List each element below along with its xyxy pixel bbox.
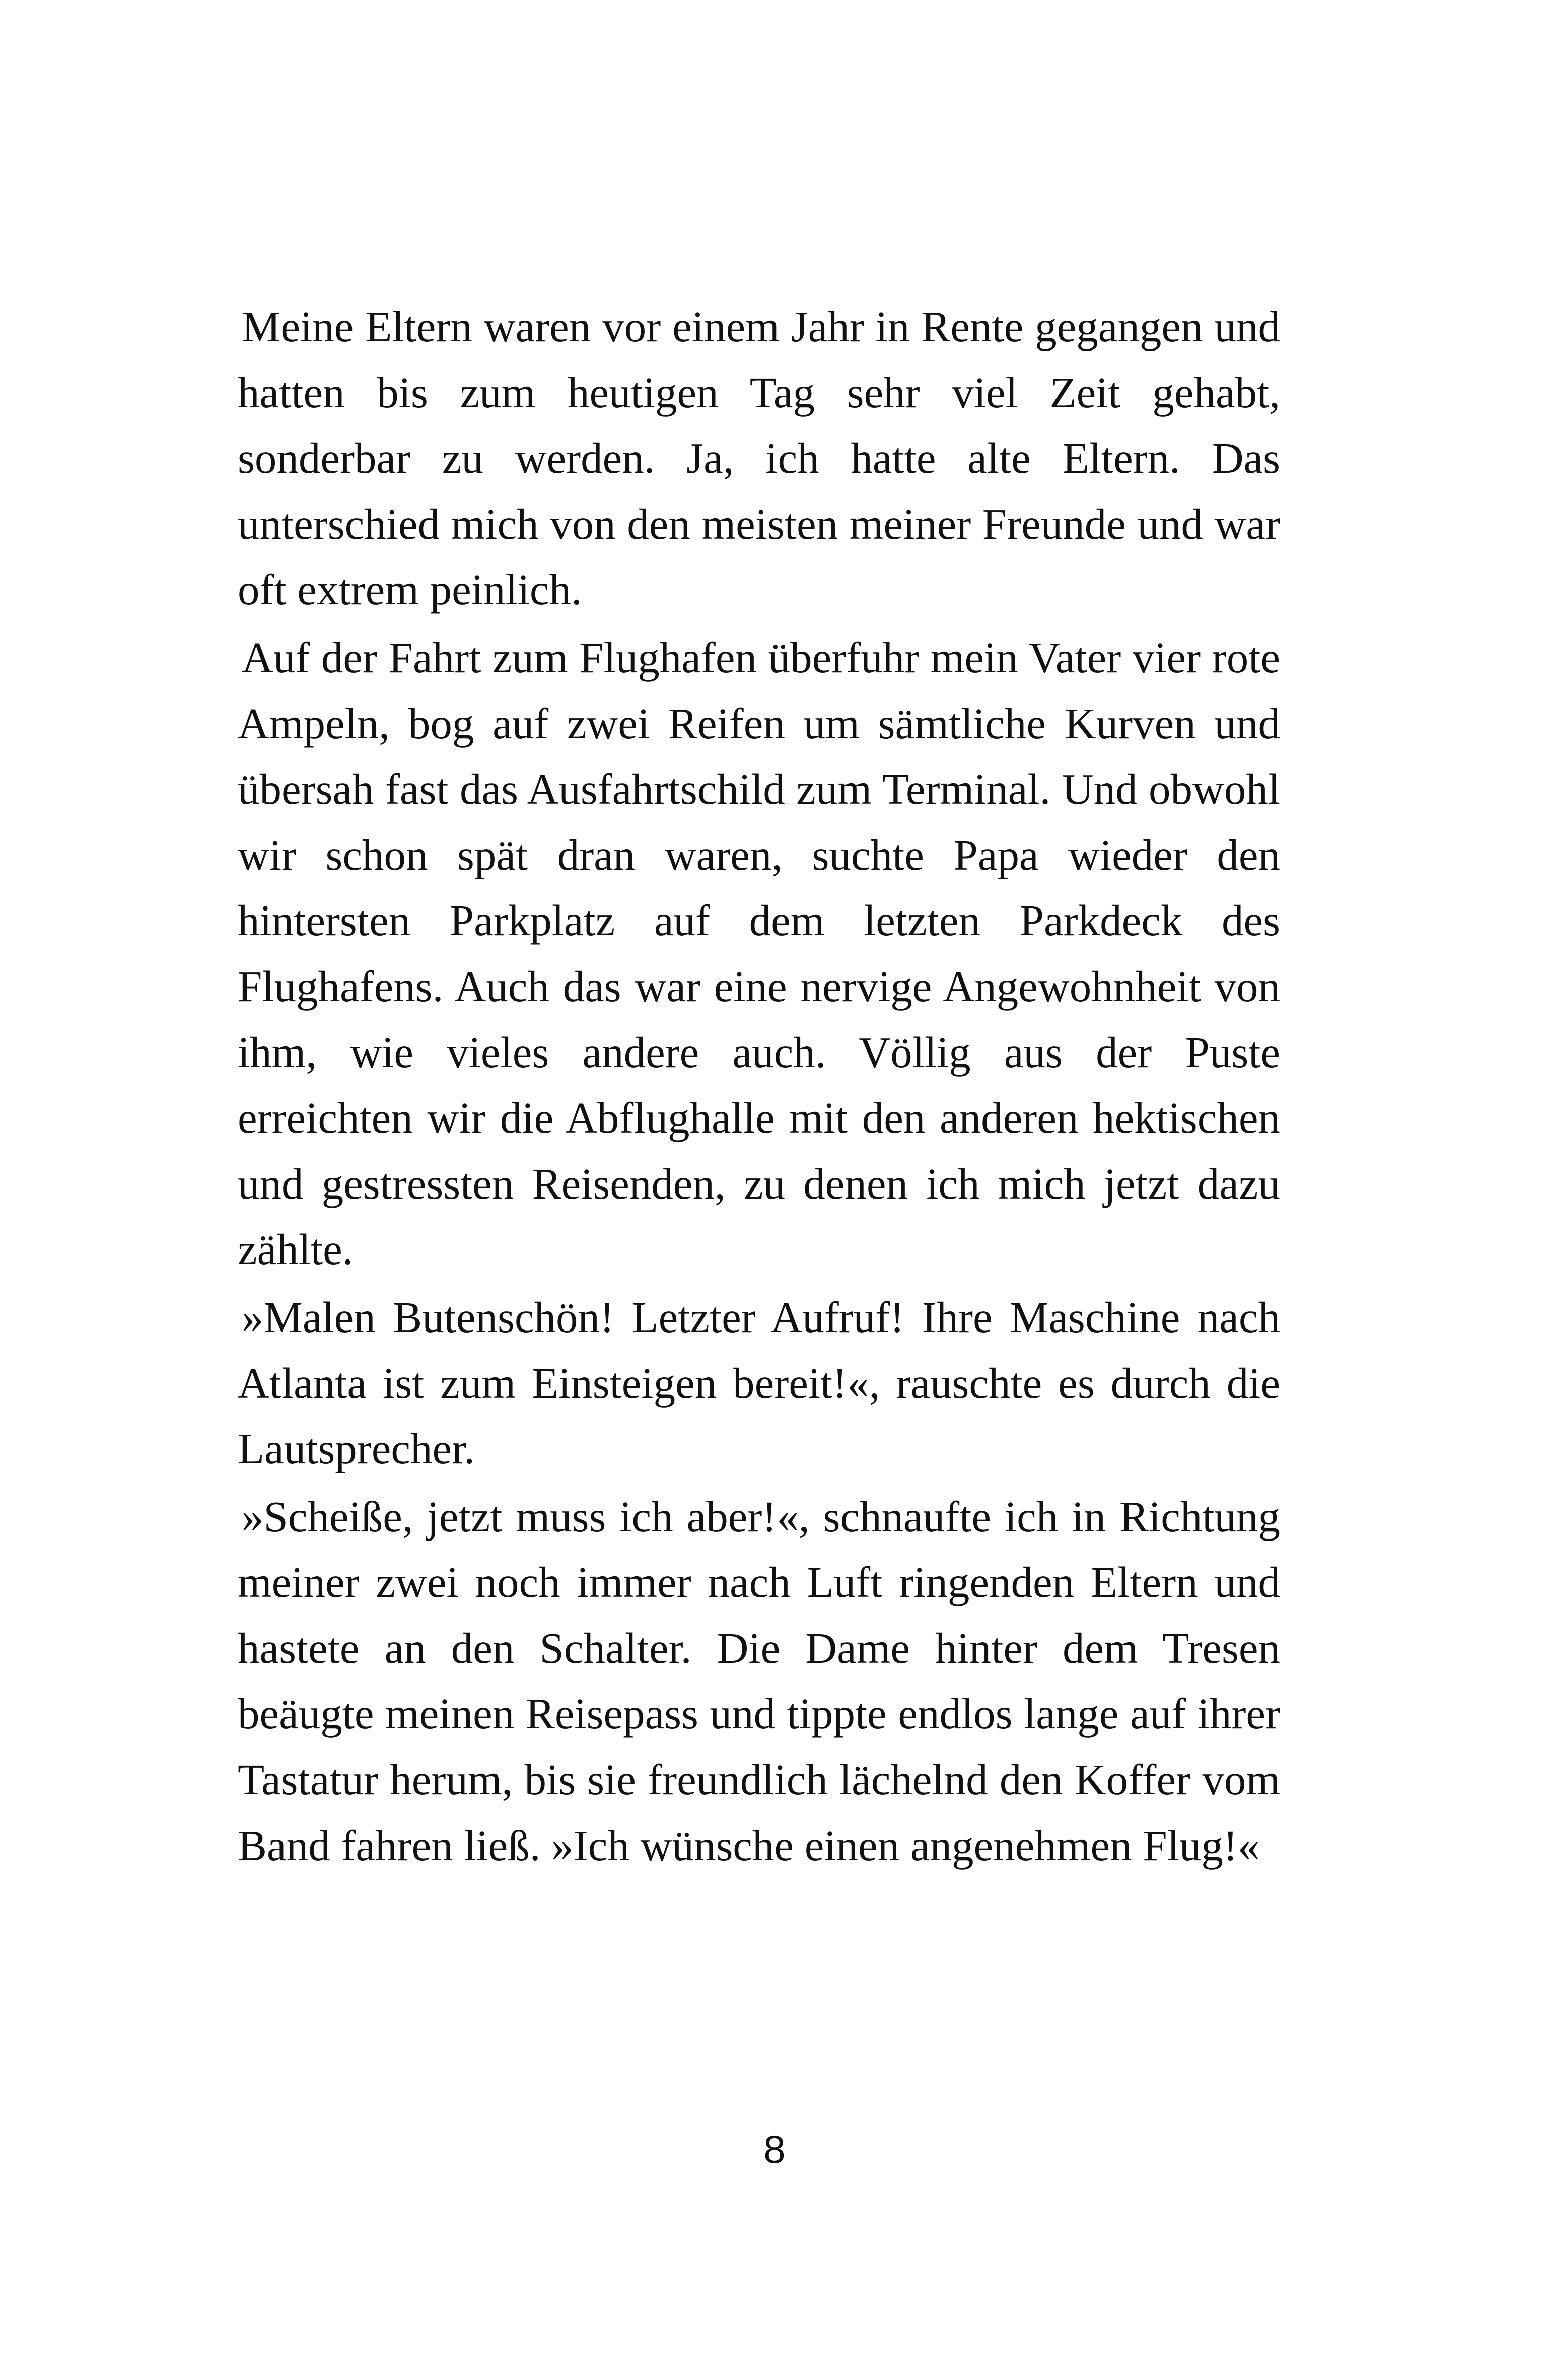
paragraph-4: »Scheiße, jetzt muss ich aber!«, schnaufte ich in Richtung meiner zwei noch immer nach Luft ringenden Eltern und hastete an den Schalter. Die Dame hinter dem Tresen beäugte meinen Reisepass und tippte endlos lange auf ihrer Tastatur herum, bis sie freundlich lächelnd den Koffer vom Band fahren ließ. »Ich wünsche einen angenehmen Flug!« bbox=[238, 1492, 1280, 1870]
body-text bbox=[238, 294, 1280, 1880]
paragraph-3: »Malen Butenschön! Letzter Aufruf! Ihre Maschine nach Atlanta ist zum Einsteigen bereit!«, rauschte es durch die Lautsprecher. bbox=[238, 1292, 1280, 1474]
paragraph-2: Auf der Fahrt zum Flughafen überfuhr mein Vater vier rote Ampeln, bog auf zwei Reifen um sämtliche Kurven und übersah fast das Ausfahrtschild zum Terminal. Und obwohl wir schon spät dran waren, suchte Papa wieder den hintersten Parkplatz auf dem letzten Parkdeck des Flughafens. Auch das war eine nervige Angewohnheit von ihm, wie vieles andere auch. Völlig aus der Puste erreichten wir die Abflughalle mit den anderen hektischen und gestressten Reisenden, zu denen ich mich jetzt dazu zählte. bbox=[238, 633, 1280, 1274]
paragraph-1: Meine Eltern waren vor einem Jahr in Rente gegangen und hatten bis zum heutigen Tag sehr viel Zeit gehabt, sonderbar zu werden. Ja, ich hatte alte Eltern. Das unterschied mich von den meisten meiner Freunde und war oft extrem peinlich. bbox=[238, 302, 1280, 614]
page-number: 8 bbox=[763, 2127, 786, 2172]
